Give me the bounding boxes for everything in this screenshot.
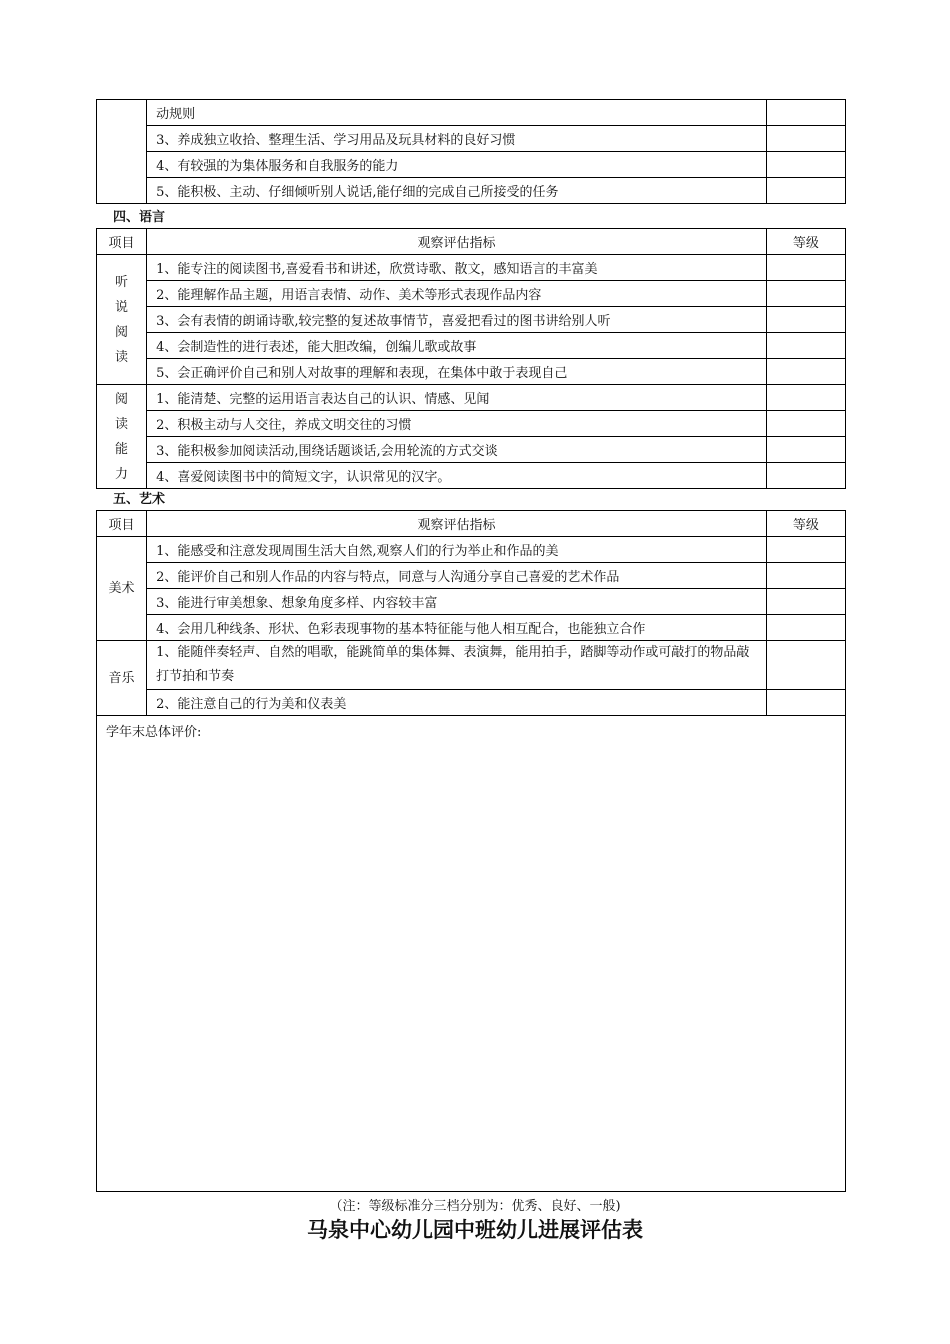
grade-cell[interactable] (766, 537, 845, 563)
grade-cell[interactable] (766, 178, 845, 204)
indicator-cell: 动规则 (147, 100, 767, 126)
grade-cell[interactable] (766, 563, 845, 589)
indicator-cell: 1、能清楚、完整的运用语言表达自己的认识、情感、见闻 (147, 385, 767, 411)
grade-cell[interactable] (766, 385, 845, 411)
grade-cell[interactable] (766, 463, 845, 489)
indicator-cell: 5、能积极、主动、仔细倾听别人说话,能仔细的完成自己所接受的任务 (147, 178, 767, 204)
table-row (97, 411, 846, 437)
grade-cell[interactable] (766, 589, 845, 615)
table-row (97, 255, 846, 281)
category-fine-arts: 美术 (97, 537, 147, 641)
indicator-cell: 5、会正确评价自己和别人对故事的理解和表现，在集体中敢于表现自己 (147, 359, 767, 385)
indicator-cell: 1、能专注的阅读图书,喜爱看书和讲述，欣赏诗歌、散文，感知语言的丰富美 (147, 255, 767, 281)
indicator-cell: 1、能感受和注意发现周围生活大自然,观察人们的行为举止和作品的美 (147, 537, 767, 563)
indicator-cell: 3、能积极参加阅读活动,围绕话题谈话,会用轮流的方式交谈 (147, 437, 767, 463)
indicator-cell: 4、有较强的为集体服务和自我服务的能力 (147, 152, 767, 178)
header-indicator: 观察评估指标 (147, 229, 767, 255)
table-row (97, 690, 846, 716)
header-grade: 等级 (766, 511, 845, 537)
table-row (97, 463, 846, 489)
indicator-cell: 2、能评价自己和别人作品的内容与特点，同意与人沟通分享自己喜爱的艺术作品 (147, 563, 767, 589)
table-row (97, 359, 846, 385)
table-row (97, 385, 846, 411)
continuation-table (96, 99, 846, 204)
table-row (97, 281, 846, 307)
summary-box[interactable] (96, 715, 846, 1192)
grade-note: （注：等级标准分三档分别为：优秀、良好、一般) (329, 1199, 621, 1214)
summary-label: 学年末总体评价: (106, 725, 202, 740)
section-title-language: 四、语言 (113, 210, 166, 225)
indicator-cell: 3、养成独立收拾、整理生活、学习用品及玩具材料的良好习惯 (147, 126, 767, 152)
table-row (97, 126, 846, 152)
grade-cell[interactable] (766, 333, 845, 359)
grade-cell[interactable] (766, 126, 845, 152)
table-row (97, 563, 846, 589)
section-title-art: 五、艺术 (113, 492, 166, 507)
indicator-cell: 4、会制造性的进行表述，能大胆改编，创编儿歌或故事 (147, 333, 767, 359)
category-music: 音乐 (97, 641, 147, 716)
grade-cell[interactable] (766, 307, 845, 333)
grade-cell[interactable] (766, 359, 845, 385)
grade-cell[interactable] (766, 100, 845, 126)
category-reading-ability: 阅读能力 (97, 385, 147, 489)
table-row (97, 307, 846, 333)
table-row (97, 152, 846, 178)
category-listening-reading: 听说阅读 (97, 255, 147, 385)
header-grade: 等级 (766, 229, 845, 255)
indicator-cell: 2、能注意自己的行为美和仪表美 (147, 690, 767, 716)
indicator-cell: 4、会用几种线条、形状、色彩表现事物的基本特征能与他人相互配合，也能独立合作 (147, 615, 767, 641)
table-row (97, 641, 846, 690)
indicator-cell: 1、能随伴奏轻声、自然的唱歌，能跳简单的集体舞、表演舞，能用拍手，踏脚等动作或可敲打的物品敲打节拍和节奏 (147, 641, 767, 690)
document-title: 马泉中心幼儿园中班幼儿进展评估表 (307, 1218, 643, 1242)
language-table (96, 228, 846, 489)
indicator-cell: 2、能理解作品主题，用语言表情、动作、美术等形式表现作品内容 (147, 281, 767, 307)
grade-cell[interactable] (766, 641, 845, 690)
grade-cell[interactable] (766, 281, 845, 307)
table-row (97, 615, 846, 641)
header-item: 项目 (97, 511, 147, 537)
grade-cell[interactable] (766, 411, 845, 437)
grade-cell[interactable] (766, 255, 845, 281)
table-row (97, 437, 846, 463)
table-row (97, 100, 846, 126)
indicator-cell: 2、积极主动与人交往，养成文明交往的习惯 (147, 411, 767, 437)
indicator-cell: 4、喜爱阅读图书中的简短文字，认识常见的汉字。 (147, 463, 767, 489)
grade-cell[interactable] (766, 152, 845, 178)
table-header-row (97, 511, 846, 537)
header-item: 项目 (97, 229, 147, 255)
table-row (97, 589, 846, 615)
grade-cell[interactable] (766, 437, 845, 463)
grade-cell[interactable] (766, 615, 845, 641)
table-row (97, 178, 846, 204)
indicator-cell: 3、能进行审美想象、想象角度多样、内容较丰富 (147, 589, 767, 615)
table-header-row (97, 229, 846, 255)
table-row (97, 537, 846, 563)
grade-cell[interactable] (766, 690, 845, 716)
header-indicator: 观察评估指标 (147, 511, 767, 537)
table-row (97, 333, 846, 359)
category-cell (97, 100, 147, 204)
indicator-cell: 3、会有表情的朗诵诗歌,较完整的复述故事情节，喜爱把看过的图书讲给别人听 (147, 307, 767, 333)
art-table (96, 510, 846, 716)
